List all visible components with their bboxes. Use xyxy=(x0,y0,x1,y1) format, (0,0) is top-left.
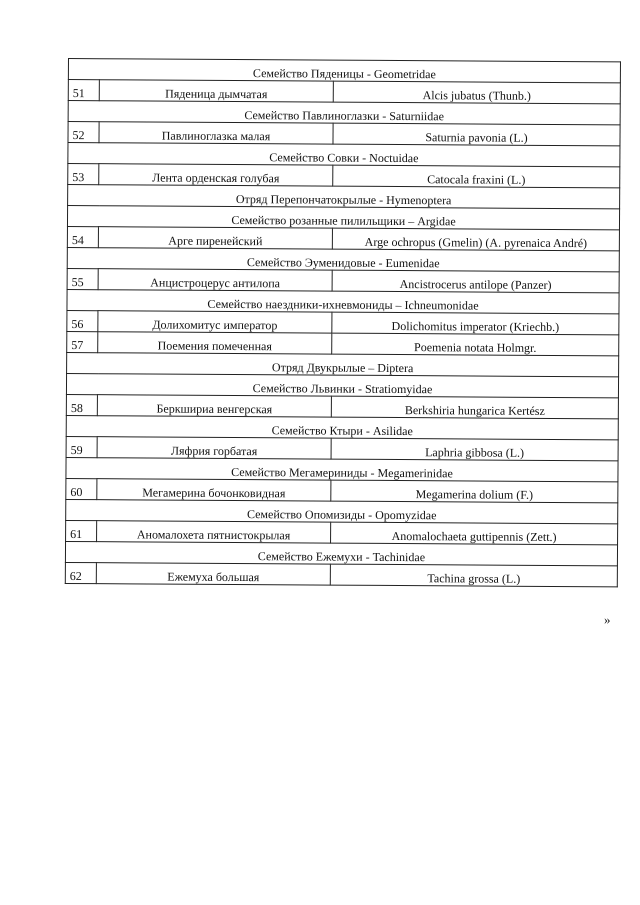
closing-quote-mark: » xyxy=(604,612,611,627)
species-row xyxy=(66,520,618,544)
species-number-cell: 59 xyxy=(66,436,97,457)
species-number-cell: 56 xyxy=(67,310,98,331)
species-latin-name-cell: Poemenia notata Holmgr. xyxy=(332,333,619,356)
species-table-body xyxy=(65,59,620,587)
species-latin-name-cell: Catocala fraxini (L.) xyxy=(333,165,620,188)
species-number-cell: 57 xyxy=(67,331,98,352)
species-latin-name-cell: Arge ochropus (Gmelin) (A. pyrenaica André) xyxy=(332,228,619,251)
species-russian-name-cell: Поемения помеченная xyxy=(98,332,332,354)
species-latin-name-cell: Megamerina dolium (F.) xyxy=(331,480,618,503)
species-latin-name-cell: Berkshiria hungarica Kertész xyxy=(331,396,618,419)
species-russian-name-cell: Пяденица дымчатая xyxy=(99,80,333,102)
species-latin-name-cell: Alcis jubatus (Thunb.) xyxy=(333,81,620,104)
taxon-header-cell: Семейство Пяденицы - Geometridae xyxy=(68,59,620,83)
species-russian-name-cell: Ежемуха большая xyxy=(96,563,330,585)
taxon-header-cell: Отряд Перепончатокрылые - Hymenoptera xyxy=(68,185,620,209)
species-latin-name-cell: Tachina grossa (L.) xyxy=(330,564,617,587)
species-russian-name-cell: Павлиноглазка малая xyxy=(99,122,333,144)
species-number-cell: 58 xyxy=(66,394,97,415)
species-latin-name-cell: Anomalochaeta guttipennis (Zett.) xyxy=(331,522,618,545)
taxon-header-cell: Семейство Ежемухи - Tachinidae xyxy=(65,541,617,565)
taxon-header-cell: Семейство Совки - Noctuidae xyxy=(68,143,620,167)
taxon-header-cell: Семейство Ктыри - Asilidae xyxy=(66,415,618,439)
taxon-header-cell: Семейство Опомизиды - Opomyzidae xyxy=(66,499,618,523)
species-row xyxy=(65,562,617,586)
species-russian-name-cell: Долихомитус император xyxy=(98,311,332,333)
species-number-cell: 62 xyxy=(65,562,96,583)
taxon-header-cell: Семейство розанные пилильщики – Argidae xyxy=(67,206,619,230)
species-russian-name-cell: Лента орденская голубая xyxy=(99,164,333,186)
species-russian-name-cell: Анцистроцерус антилопа xyxy=(98,269,332,291)
species-number-cell: 54 xyxy=(67,226,98,247)
taxon-header-cell: Семейство Павлиноглазки - Saturniidae xyxy=(68,101,620,125)
species-row xyxy=(67,268,619,292)
species-number-cell: 60 xyxy=(66,478,97,499)
species-number-cell: 53 xyxy=(68,164,99,185)
species-latin-name-cell: Ancistrocerus antilope (Panzer) xyxy=(332,270,619,293)
species-number-cell: 61 xyxy=(66,520,97,541)
taxon-header-cell: Семейство наездники-ихневмониды – Ichneumonidae xyxy=(67,289,619,313)
species-russian-name-cell: Арге пиренейский xyxy=(98,227,332,249)
species-russian-name-cell: Аномалохета пятнистокрылая xyxy=(97,521,331,543)
species-latin-name-cell: Dolichomitus imperator (Kriechb.) xyxy=(332,312,619,335)
species-latin-name-cell: Laphria gibbosa (L.) xyxy=(331,438,618,461)
species-table xyxy=(65,58,621,587)
species-latin-name-cell: Saturnia pavonia (L.) xyxy=(333,123,620,146)
species-number-cell: 51 xyxy=(68,80,99,101)
species-number-cell: 52 xyxy=(68,122,99,143)
species-number-cell: 55 xyxy=(67,268,98,289)
species-russian-name-cell: Мегамерина бочонковидная xyxy=(97,479,331,501)
taxon-header-cell: Отряд Двукрылые – Diptera xyxy=(67,352,619,376)
species-russian-name-cell: Ляфрия горбатая xyxy=(97,437,331,459)
species-row xyxy=(66,478,618,502)
taxon-header-cell: Семейство Львинки - Stratiomyidae xyxy=(66,373,618,397)
taxon-header-cell: Семейство Мегамериниды - Megamerinidae xyxy=(66,457,618,481)
taxon-header-cell: Семейство Эуменидовые - Eumenidae xyxy=(67,247,619,271)
species-russian-name-cell: Беркшириа венгерская xyxy=(97,395,331,417)
